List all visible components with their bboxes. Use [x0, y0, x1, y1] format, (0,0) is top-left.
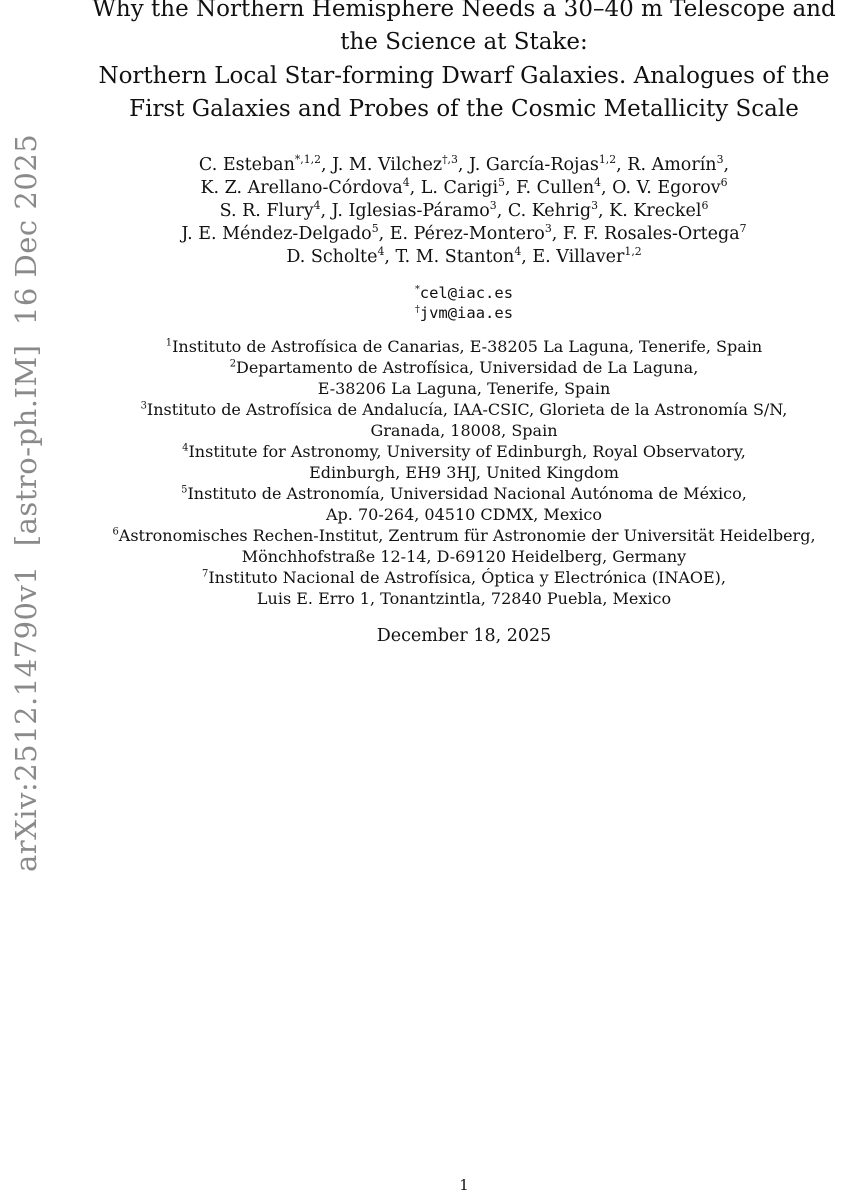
affiliations-block — [90, 336, 838, 609]
page-number: 1 — [459, 1176, 469, 1194]
affiliation-line: Luis E. Erro 1, Tonantzintla, 72840 Puebla, Mexico — [256, 588, 672, 608]
title-line: First Galaxies and Probes of the Cosmic Metallicity Scale — [129, 96, 799, 123]
title-line: the Science at Stake: — [340, 29, 588, 56]
author-line: D. Scholte$^4$, T. M. Stanton$^4$, E. Villaver$^{1,2}$ — [286, 245, 642, 268]
affiliation-line: $^3$Instituto de Astrofísica de Andalucía, IAA-CSIC, Glorieta de la Astronomía S/N, — [140, 399, 788, 419]
affiliation-line: Edinburgh, EH9 3HJ, United Kingdom — [309, 462, 619, 482]
emails-block — [90, 283, 838, 323]
author-line: S. R. Flury$^4$, J. Iglesias-Páramo$^3$, C. Kehrig$^3$, K. Kreckel$^6$ — [219, 199, 709, 222]
title-line: Northern Local Star-forming Dwarf Galaxies. Analogues of the — [98, 62, 830, 89]
affiliation-line: Mönchhofstraße 12-14, D-69120 Heidelberg, Germany — [241, 546, 687, 566]
affiliation-line: $^7$Instituto Nacional de Astrofísica, Óptica y Electrónica (INAOE), — [202, 567, 726, 587]
submission-date: December 18, 2025 — [376, 625, 552, 646]
paper-title — [90, 0, 838, 127]
affiliation-line: Ap. 70-264, 04510 CDMX, Mexico — [325, 504, 603, 524]
affiliation-line: $^6$Astronomisches Rechen-Institut, Zentrum für Astronomie der Universität Heidelberg, — [112, 525, 816, 545]
email-line: †jvm@iaa.es — [414, 303, 514, 322]
arxiv-watermark: arXiv:2512.14790v1 [astro-ph.IM] 16 Dec 2025 — [9, 133, 43, 872]
author-line: C. Esteban$^{*,1,2}$, J. M. Vilchez$^{\dagger,3}$, J. García-Rojas$^{1,2}$, R. Amorín$^3$, — [198, 152, 730, 175]
title-line: Why the Northern Hemisphere Needs a 30–40 m Telescope and — [92, 0, 836, 22]
author-line: K. Z. Arellano-Córdova$^4$, L. Carigi$^5$, F. Cullen$^4$, O. V. Egorov$^6$ — [200, 176, 728, 198]
affiliation-line: $^1$Instituto de Astrofísica de Canarias, E-38205 La Laguna, Tenerife, Spain — [165, 336, 763, 356]
paper-content — [90, 0, 838, 646]
author-line: J. E. Méndez-Delgado$^5$, E. Pérez-Montero$^3$, F. F. Rosales-Ortega$^7$ — [181, 222, 747, 245]
affiliation-line: $^2$Departamento de Astrofísica, Universidad de La Laguna, — [229, 357, 699, 377]
affiliation-line: $^4$Institute for Astronomy, University of Edinburgh, Royal Observatory, — [182, 441, 746, 461]
affiliation-line: $^5$Instituto de Astronomía, Universidad Nacional Autónoma de México, — [181, 483, 747, 503]
affiliation-line: Granada, 18008, Spain — [370, 420, 558, 440]
authors-block — [90, 154, 838, 270]
email-line: *cel@iac.es — [414, 283, 514, 302]
affiliation-line: E-38206 La Laguna, Tenerife, Spain — [317, 378, 611, 398]
